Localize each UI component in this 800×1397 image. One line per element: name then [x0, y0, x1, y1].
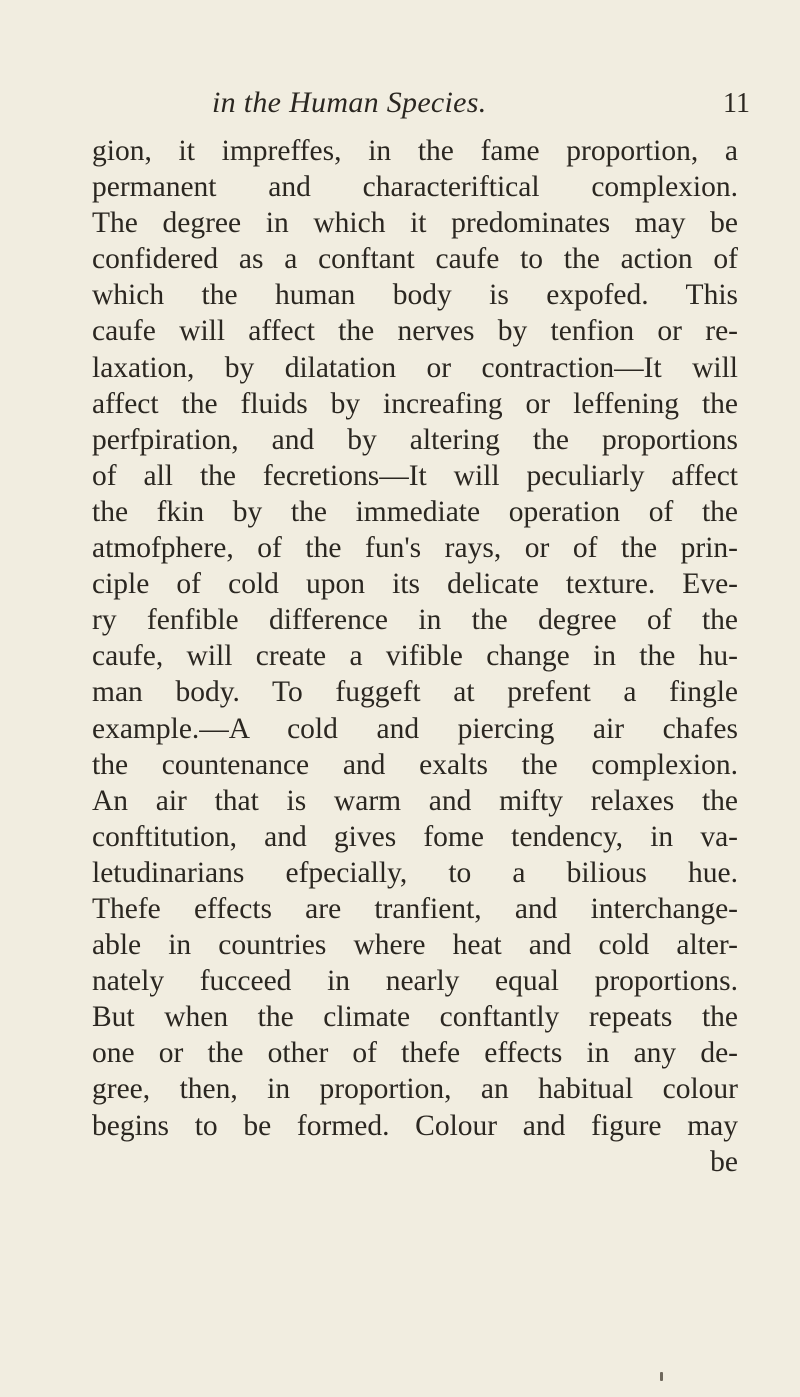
text-line: begins to be formed. Colour and figure may	[92, 1109, 738, 1142]
text-line: atmofphere, of the fun's rays, or of the prin-	[92, 532, 738, 565]
text-line: ry fenfible difference in the degree of the	[92, 604, 738, 637]
text-line: which the human body is expofed. This	[92, 279, 738, 312]
text-line: permanent and characteriftical complexion.	[92, 171, 738, 204]
text-line: perfpiration, and by altering the proportions	[92, 423, 738, 456]
text-line: An air that is warm and mifty relaxes the	[92, 784, 738, 817]
text-line: letudinarians efpecially, to a bilious hue.	[92, 856, 738, 889]
text-line: man body. To fuggeft at prefent a fingle	[92, 676, 738, 709]
running-head	[0, 86, 800, 126]
text-line: Thefe effects are tranfient, and interchange-	[92, 892, 738, 925]
running-title: in the Human Species.	[212, 86, 487, 119]
text-line: the countenance and exalts the complexion.	[92, 748, 738, 781]
text-line: caufe, will create a vifible change in the hu-	[92, 640, 738, 673]
page-number: 11	[723, 88, 750, 119]
ink-speck	[660, 1372, 663, 1381]
text-line: of all the fecretions—It will peculiarly affect	[92, 459, 738, 492]
catchword: be	[710, 1145, 738, 1178]
text-line: able in countries where heat and cold alter-	[92, 929, 738, 962]
text-line: gree, then, in proportion, an habitual colour	[92, 1073, 738, 1106]
text-line: laxation, by dilatation or contraction—It will	[92, 351, 738, 384]
text-line: But when the climate conftantly repeats the	[92, 1001, 738, 1034]
text-line: ciple of cold upon its delicate texture. Eve-	[92, 568, 738, 601]
text-line: The degree in which it predominates may be	[92, 207, 738, 240]
text-line: caufe will affect the nerves by tenfion or re-	[92, 315, 738, 348]
text-line: conftitution, and gives fome tendency, in va-	[92, 820, 738, 853]
text-line: confidered as a conftant caufe to the action of	[92, 243, 738, 276]
text-line: gion, it impreffes, in the fame proportion, a	[92, 135, 738, 167]
text-line: one or the other of thefe effects in any de-	[92, 1037, 738, 1070]
text-line: affect the fluids by increafing or leffening the	[92, 387, 738, 420]
text-line: the fkin by the immediate operation of the	[92, 495, 738, 528]
body-text	[92, 133, 738, 1180]
text-line: example.—A cold and piercing air chafes	[92, 712, 738, 745]
text-line: nately fucceed in nearly equal proportions.	[92, 965, 738, 998]
